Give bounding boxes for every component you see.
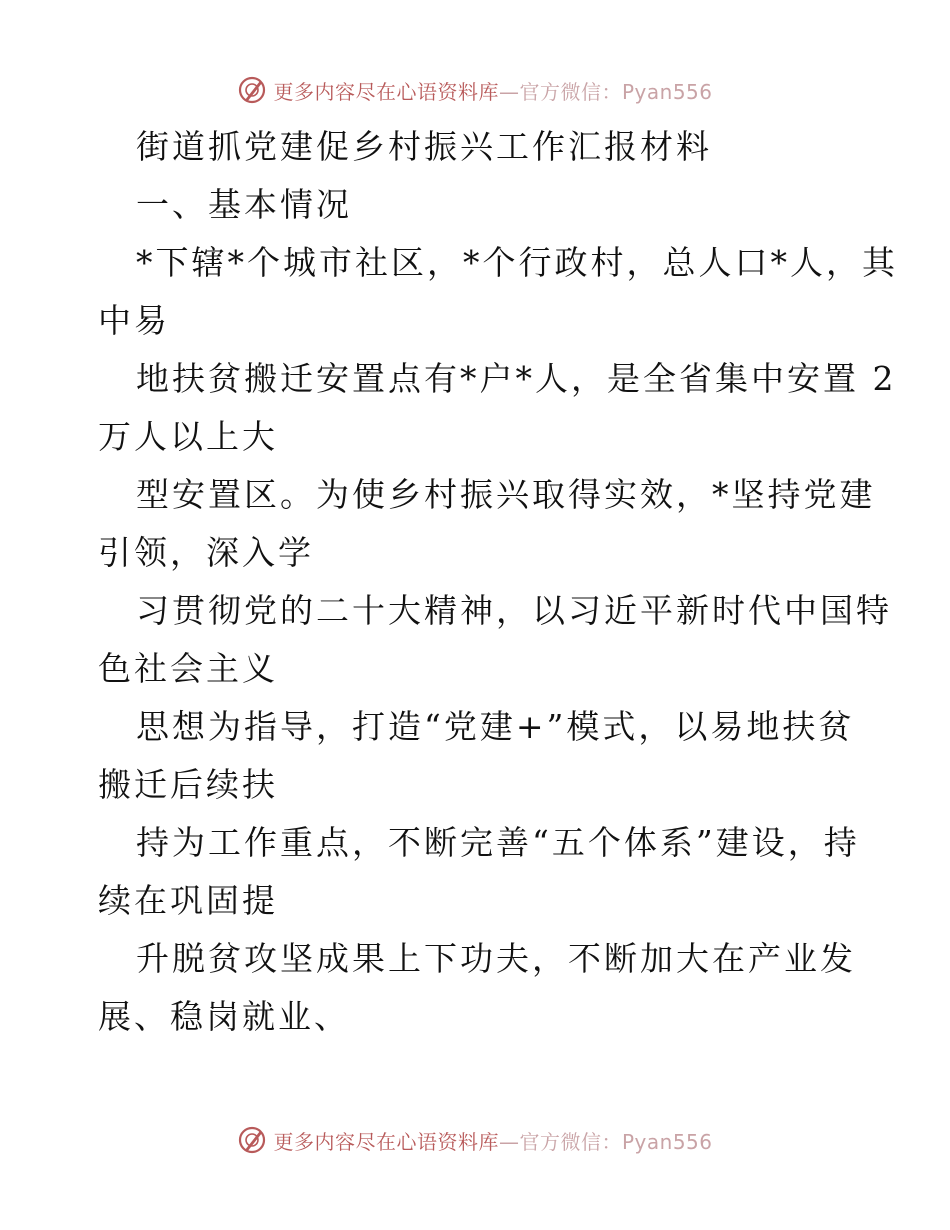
- body-text-line: 思想为指导，打造“党建+”模式，以易地扶贫: [136, 707, 855, 746]
- seal-pen-logo-icon: [237, 75, 267, 105]
- body-text-line: 引领，深入学: [98, 533, 314, 572]
- body-text-line: 习贯彻党的二十大精神，以习近平新时代中国特: [136, 591, 892, 630]
- body-text-line: 色社会主义: [98, 649, 278, 688]
- body-text-line: 搬迁后续扶: [98, 765, 278, 804]
- body-text-line: 续在巩固提: [98, 881, 278, 920]
- watermark-text: 更多内容尽在心语资料库—官方微信：Pyan556: [273, 79, 713, 104]
- seal-pen-logo-icon: [237, 1125, 267, 1155]
- body-text-line: 地扶贫搬迁安置点有*户*人，是全省集中安置 2: [136, 359, 897, 398]
- body-text-line: 持为工作重点，不断完善“五个体系”建设，持: [136, 823, 860, 862]
- document-body: [98, 118, 898, 1046]
- watermark-text: 更多内容尽在心语资料库—官方微信：Pyan556: [273, 1129, 713, 1154]
- document-title: 街道抓党建促乡村振兴工作汇报材料: [136, 127, 712, 166]
- body-text-line: 中易: [98, 301, 170, 340]
- body-text-line: *下辖*个城市社区，*个行政村，总人口*人，其: [136, 243, 898, 282]
- body-text-line: 升脱贫攻坚成果上下功夫，不断加大在产业发: [136, 939, 856, 978]
- body-text-line: 型安置区。为使乡村振兴取得实效，*坚持党建: [136, 475, 876, 514]
- section-heading: 一、基本情况: [136, 185, 352, 224]
- body-text-line: 展、稳岗就业、: [98, 997, 350, 1036]
- footer-watermark: [0, 1120, 950, 1160]
- header-watermark: [0, 70, 950, 110]
- body-text-line: 万人以上大: [98, 417, 278, 456]
